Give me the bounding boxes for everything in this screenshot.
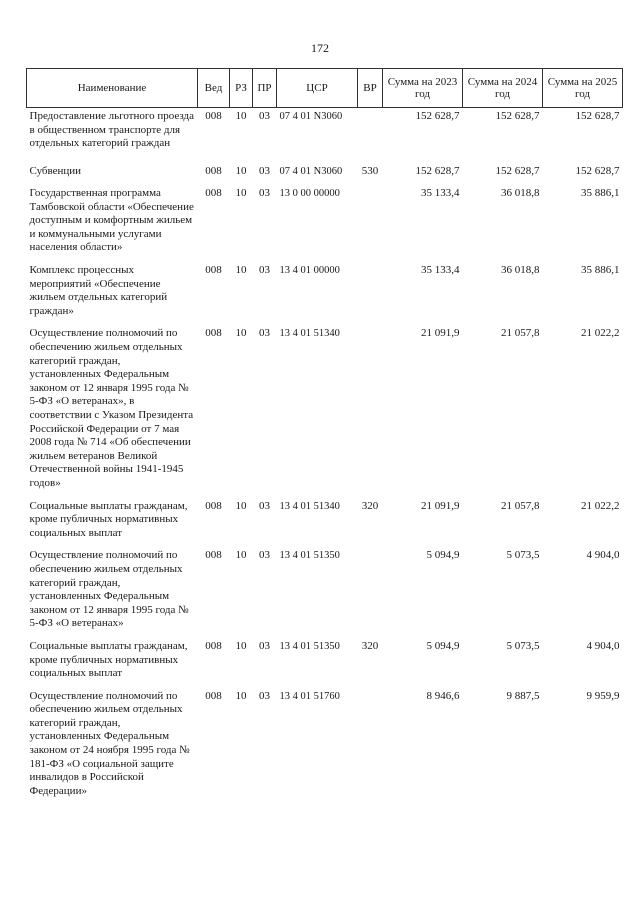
header-sum-2023: Сумма на 2023 год <box>383 69 463 108</box>
row-sum-2025: 35 886,1 <box>581 187 620 200</box>
row-pr: 03 <box>259 639 270 652</box>
row-csr: 13 4 01 00000 <box>279 265 340 277</box>
table-row <box>27 185 623 262</box>
row-pr: 03 <box>259 689 270 702</box>
header-vr: ВР <box>358 69 383 108</box>
row-sum-2023: 5 094,9 <box>426 639 460 652</box>
row-rz: 10 <box>235 689 247 702</box>
row-vr <box>358 108 383 163</box>
row-name: Осуществление полномочий по обеспечению жильем отдельных категорий граждан, установленных Федеральным законом от 12 января 1995 года № 5-ФЗ «О ветеранах» <box>29 549 189 630</box>
row-csr: 13 4 01 51340 <box>279 500 340 512</box>
row-sum-2025: 152 628,7 <box>575 110 620 122</box>
row-ved: 008 <box>205 639 222 652</box>
row-csr: 07 4 01 N3060 <box>279 111 343 122</box>
table-row <box>27 108 623 163</box>
row-pr: 03 <box>259 164 270 177</box>
header-ved: Вед <box>198 69 230 108</box>
row-sum-2023: 21 091,9 <box>421 499 460 512</box>
row-csr: 13 4 01 51340 <box>279 328 340 340</box>
row-sum-2023: 35 133,4 <box>421 187 460 200</box>
row-vr <box>358 547 383 638</box>
table-row <box>27 547 623 638</box>
table-row <box>27 638 623 688</box>
table-row <box>27 688 623 806</box>
row-rz: 10 <box>235 639 247 652</box>
header-rz: РЗ <box>230 69 253 108</box>
row-sum-2023: 152 628,7 <box>415 164 460 177</box>
row-ved: 008 <box>205 689 222 702</box>
row-ved: 008 <box>205 164 222 177</box>
row-name: Предоставление льготного проезда в общественном транспорте для отдельных категорий граждан <box>29 110 195 150</box>
row-pr: 03 <box>259 187 270 200</box>
row-pr: 03 <box>259 499 270 512</box>
row-sum-2025: 21 022,2 <box>581 499 620 512</box>
row-sum-2024: 152 628,7 <box>495 164 540 177</box>
row-rz: 10 <box>235 499 247 512</box>
header-name: Наименование <box>27 69 198 108</box>
row-rz: 10 <box>235 110 247 122</box>
row-sum-2023: 21 091,9 <box>421 327 460 340</box>
row-name: Субвенции <box>29 164 82 177</box>
row-pr: 03 <box>259 110 270 122</box>
row-rz: 10 <box>235 549 247 562</box>
row-rz: 10 <box>235 264 247 277</box>
row-sum-2025: 4 904,0 <box>586 639 620 652</box>
header-csr: ЦСР <box>277 69 358 108</box>
row-vr <box>358 325 383 497</box>
row-vr: 320 <box>361 499 379 512</box>
table-row <box>27 163 623 186</box>
row-vr <box>358 185 383 262</box>
row-sum-2024: 21 057,8 <box>501 327 540 340</box>
row-pr: 03 <box>259 327 270 340</box>
row-sum-2023: 152 628,7 <box>415 110 460 122</box>
row-sum-2025: 21 022,2 <box>581 327 620 340</box>
header-sum-2024: Сумма на 2024 год <box>463 69 543 108</box>
header-pr: ПР <box>253 69 277 108</box>
row-csr: 13 4 01 51350 <box>279 550 340 562</box>
row-name: Социальные выплаты гражданам, кроме публичных нормативных социальных выплат <box>29 499 188 539</box>
budget-table <box>26 68 623 805</box>
row-sum-2024: 21 057,8 <box>501 499 540 512</box>
row-sum-2025: 152 628,7 <box>575 164 620 177</box>
row-sum-2023: 35 133,4 <box>421 264 460 277</box>
table-row <box>27 325 623 497</box>
row-rz: 10 <box>235 164 247 177</box>
row-sum-2024: 9 887,5 <box>506 689 540 702</box>
row-ved: 008 <box>205 549 222 562</box>
row-name: Государственная программа Тамбовской области «Обеспечение доступным и комфортным жильем и коммунальными услугами населения области» <box>29 187 194 254</box>
row-pr: 03 <box>259 264 270 277</box>
table-row <box>27 498 623 548</box>
row-rz: 10 <box>235 187 247 200</box>
row-csr: 13 4 01 51760 <box>279 690 340 702</box>
row-sum-2024: 5 073,5 <box>506 639 540 652</box>
header-sum-2025: Сумма на 2025 год <box>543 69 623 108</box>
row-sum-2024: 36 018,8 <box>501 264 540 277</box>
header-row <box>27 69 623 108</box>
table-row <box>27 262 623 325</box>
row-csr: 13 0 00 00000 <box>279 188 340 200</box>
row-name: Осуществление полномочий по обеспечению жильем отдельных категорий граждан, установленных Федеральным законом от 24 ноября 1995 года № 181-ФЗ «О социальной защите инвалидов в Российской Федерации» <box>29 689 190 797</box>
row-ved: 008 <box>205 187 222 200</box>
row-rz: 10 <box>235 327 247 340</box>
row-sum-2024: 152 628,7 <box>495 110 540 122</box>
row-sum-2025: 4 904,0 <box>586 549 620 562</box>
row-pr: 03 <box>259 549 270 562</box>
row-ved: 008 <box>205 264 222 277</box>
row-csr: 07 4 01 N3060 <box>279 165 343 177</box>
row-vr <box>358 262 383 325</box>
row-sum-2023: 8 946,6 <box>426 689 460 702</box>
row-vr: 320 <box>361 639 379 652</box>
row-sum-2024: 5 073,5 <box>506 549 540 562</box>
row-vr <box>358 688 383 806</box>
row-sum-2025: 9 959,9 <box>586 689 620 702</box>
row-name: Комплекс процессных мероприятий «Обеспечение жильем отдельных категорий граждан» <box>29 264 168 317</box>
row-sum-2024: 36 018,8 <box>501 187 540 200</box>
row-sum-2025: 35 886,1 <box>581 264 620 277</box>
row-sum-2023: 5 094,9 <box>426 549 460 562</box>
row-ved: 008 <box>205 499 222 512</box>
row-csr: 13 4 01 51350 <box>279 640 340 652</box>
page-number: 172 <box>311 41 329 55</box>
row-name: Осуществление полномочий по обеспечению жильем отдельных категорий граждан, установленных Федеральным законом от 12 января 1995 года № 5-ФЗ «О ветеранах», в соответствии с Указом Президента Российской Федерации от 7 мая 2008 года № 714 «Об обеспечении жильем ветеранов Великой Отечественной войны 1941-1945 годов» <box>29 327 194 489</box>
row-ved: 008 <box>205 327 222 340</box>
row-vr: 530 <box>361 164 379 177</box>
row-name: Социальные выплаты гражданам, кроме публичных нормативных социальных выплат <box>29 639 188 680</box>
row-ved: 008 <box>205 110 222 122</box>
